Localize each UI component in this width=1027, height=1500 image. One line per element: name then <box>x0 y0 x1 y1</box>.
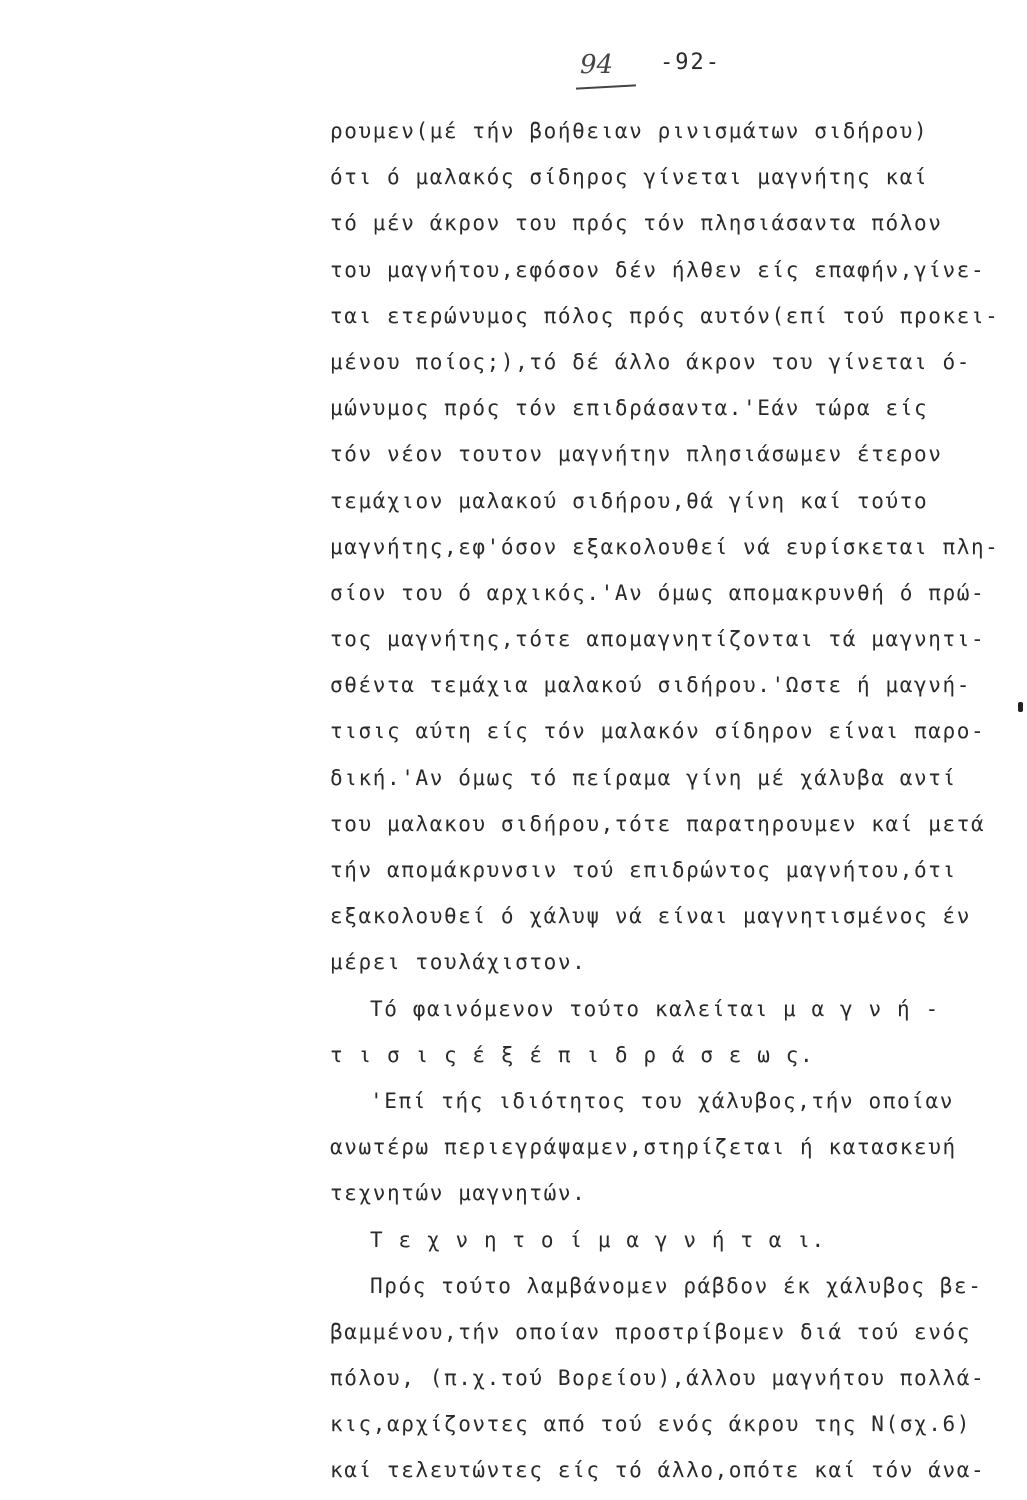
text-line-28: πόλου, (π.χ.τού Βορείου),άλλου μαγνήτου πολλά- <box>330 1366 986 1391</box>
text-line-23: ανωτέρω περιεγράψαμεν,στηρίζεται ή κατασκευή <box>330 1135 957 1160</box>
text-line-29: κις,αρχίζοντες από τού ενός άκρου της Ν(σχ.6) <box>330 1412 971 1437</box>
text-line-27: βαμμένου,τήν οποίαν προστρίβομεν διά τού ενός <box>330 1319 971 1344</box>
text-line-20: Τό φαινόμενον τούτο καλείται μ α γ ν ή - <box>370 996 940 1021</box>
text-line-24: τεχνητών μαγνητών. <box>330 1181 587 1206</box>
handwritten-page-number: 94 <box>580 50 614 80</box>
text-line-4: του μαγνήτου,εφόσον δέν ήλθεν είς επαφήν,γίνε- <box>330 257 986 282</box>
text-line-14: τισις αύτη είς τόν μαλακόν σίδηρον είναι παρο- <box>330 719 986 744</box>
page-number-underline <box>576 84 636 89</box>
text-line-21: τ ι σ ι ς έ ξ έ π ι δ ρ ά σ ε ω ς. <box>330 1042 815 1067</box>
text-line-18: εξακολουθεί ό χάλυψ νά είναι μαγνητισμένος έν <box>330 904 971 929</box>
text-line-8: τόν νέον τουτον μαγνήτην πλησιάσωμεν έτερον <box>330 442 943 467</box>
text-line-19: μέρει τουλάχιστον. <box>330 950 587 975</box>
section-heading: Τ ε χ ν η τ ο ί μ α γ ν ή τ α ι. <box>370 1227 826 1252</box>
text-line-3: τό μέν άκρον του πρός τόν πλησιάσαντα πόλον <box>330 211 943 236</box>
text-line-26: Πρός τούτο λαμβάνομεν ράβδον έκ χάλυβος βε- <box>370 1273 983 1298</box>
text-line-10: μαγνήτης,εφ'όσον εξακολουθεί νά ευρίσκεται πλη- <box>330 534 1000 559</box>
text-line-13: σθέντα τεμάχια μαλακού σιδήρου.'Ωστε ή μαγνή- <box>330 673 971 698</box>
body-text <box>330 108 1000 1494</box>
text-line-15: δική.'Αν όμως τό πείραμα γίνη μέ χάλυβα αντί <box>330 765 957 790</box>
text-line-30: καί τελευτώντες είς τό άλλο,οπότε καί τόν άνα- <box>330 1458 986 1483</box>
text-line-2: ότι ό μαλακός σίδηρος γίνεται μαγνήτης καί <box>330 165 929 190</box>
text-line-7: μώνυμος πρός τόν επιδράσαντα.'Εάν τώρα είς <box>330 396 929 421</box>
text-line-9: τεμάχιον μαλακού σιδήρου,θά γίνη καί τούτο <box>330 488 929 513</box>
text-line-6: μένου ποίος;),τό δέ άλλο άκρον του γίνεται ό- <box>330 349 971 374</box>
text-line-11: σίον του ό αρχικός.'Αν όμως απομακρυνθή ό πρώ- <box>330 580 986 605</box>
margin-mark <box>1018 702 1023 712</box>
text-line-17: τήν απομάκρυνσιν τού επιδρώντος μαγνήτου,ότι <box>330 858 957 882</box>
text-line-12: τος μαγνήτης,τότε απομαγνητίζονται τά μαγνητι- <box>330 627 986 652</box>
typed-page-number: -92- <box>660 50 721 75</box>
text-line-5: ται ετερώνυμος πόλος πρός αυτόν(επί τού προκει- <box>330 303 1000 328</box>
text-line-1: ρουμεν(μέ τήν βοήθειαν ρινισμάτων σιδήρου) <box>330 119 929 143</box>
text-line-16: του μαλακου σιδήρου,τότε παρατηρουμεν καί μετά <box>330 811 986 836</box>
text-line-22: 'Επί τής ιδιότητος του χάλυβος,τήν οποίαν <box>370 1088 954 1113</box>
